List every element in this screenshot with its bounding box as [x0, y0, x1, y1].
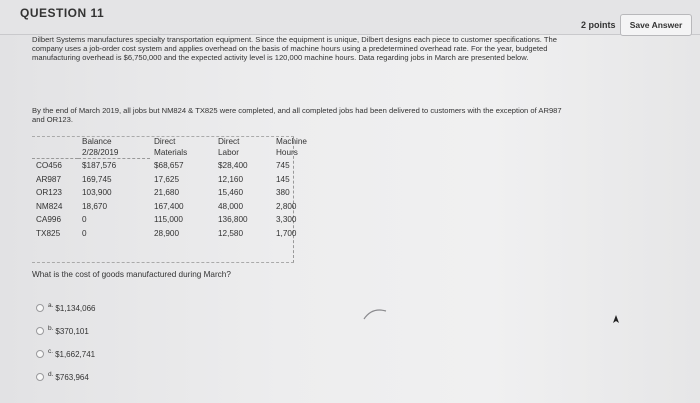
radio-button[interactable]	[36, 327, 44, 335]
table-cell: 103,900	[82, 188, 112, 198]
table-cell: NM824	[36, 201, 63, 211]
table-header-cell: 2/28/2019	[78, 147, 150, 159]
option-text: $763,964	[55, 372, 89, 382]
table-header-cell: Direct	[154, 137, 176, 146]
table-cell: 136,800	[218, 215, 248, 225]
table-cell: 18,670	[82, 201, 108, 211]
table-cell: $28,400	[218, 161, 248, 170]
table-header-cell: Direct	[218, 137, 240, 146]
table-cell: 745	[276, 161, 290, 170]
table-cell: 167,400	[154, 201, 184, 211]
table-cell: 15,460	[218, 188, 244, 198]
option-text: $370,101	[55, 326, 89, 336]
question-prompt: What is the cost of goods manufactured during March?	[32, 270, 231, 279]
table-cell: 12,160	[218, 174, 244, 184]
table-header-cell	[32, 136, 78, 147]
option-b[interactable]	[36, 325, 156, 337]
table-cell: CA996	[36, 215, 62, 225]
table-cell: 28,900	[154, 228, 180, 238]
option-letter: b.	[48, 324, 54, 332]
table-cell: AR987	[36, 174, 62, 184]
mouse-cursor-icon	[612, 314, 620, 324]
table-cell: 0	[82, 215, 87, 225]
table-cell: 145	[276, 174, 290, 184]
table-row	[32, 213, 328, 227]
table-row	[32, 159, 328, 173]
option-letter: a.	[48, 301, 54, 309]
option-a[interactable]	[36, 302, 156, 314]
question-body	[0, 35, 700, 403]
option-letter: d.	[48, 370, 54, 378]
table-cell: 48,000	[218, 201, 244, 211]
table-cell: 0	[82, 228, 87, 238]
table-row	[32, 173, 328, 187]
table-row	[32, 186, 328, 200]
option-d[interactable]	[36, 371, 156, 383]
table-cell: 169,745	[82, 174, 112, 184]
table-cell: 1,700	[276, 228, 297, 238]
option-letter: c.	[48, 347, 54, 355]
table-cell: TX825	[36, 228, 61, 238]
table-cell: $68,657	[154, 161, 184, 170]
intro-paragraph: Dilbert Systems manufactures specialty transportation equipment. Since the equipment is unique, Dilbert designs each piece to customer specifications. The company uses a job-order cost system and applies overhead on the basis of machine hours using a predetermined overhead rate. For the year, budgeted manufacturing overhead is $6,750,000 and the expected activity level is 120,000 machine hours. Data regarding jobs in March are presented below.	[32, 35, 557, 62]
option-c[interactable]	[36, 348, 156, 360]
jobs-table	[32, 136, 328, 240]
table-header-cell: Materials	[154, 148, 188, 158]
table-header-row	[32, 147, 328, 159]
table-cell: 3,300	[276, 215, 297, 225]
table-cell: 2,800	[276, 201, 297, 211]
table-cell: 17,625	[154, 174, 180, 184]
table-header-row	[32, 136, 328, 147]
table-cell: OR123	[36, 188, 62, 198]
option-text: $1,662,741	[55, 349, 96, 359]
table-cell: $187,576	[82, 161, 117, 171]
points-label: 2 points	[581, 20, 616, 30]
table-row	[32, 200, 328, 214]
radio-button[interactable]	[36, 373, 44, 381]
table-cell: 380	[276, 188, 290, 198]
table-header-cell: Hours	[276, 148, 298, 158]
table-row	[32, 227, 328, 241]
question-title: QUESTION 11	[20, 6, 105, 20]
radio-button[interactable]	[36, 304, 44, 312]
table-header-cell: Labor	[218, 148, 239, 158]
loading-arc-icon	[362, 305, 388, 321]
table-cell: 21,680	[154, 188, 180, 198]
table-header-cell: Balance	[82, 137, 112, 146]
save-answer-button[interactable]: Save Answer	[620, 14, 692, 36]
table-header-cell: Machine	[276, 137, 307, 146]
completion-paragraph: By the end of March 2019, all jobs but NM824 & TX825 were completed, and all completed jobs had been delivered to customers with the exception of AR987 and OR123.	[32, 106, 562, 124]
table-cell: 12,580	[218, 228, 244, 238]
table-header-cell	[32, 147, 78, 159]
question-header	[0, 0, 700, 35]
radio-button[interactable]	[36, 350, 44, 358]
table-cell: CO456	[36, 161, 62, 171]
option-text: $1,134,066	[55, 303, 96, 313]
table-cell: 115,000	[154, 215, 183, 225]
